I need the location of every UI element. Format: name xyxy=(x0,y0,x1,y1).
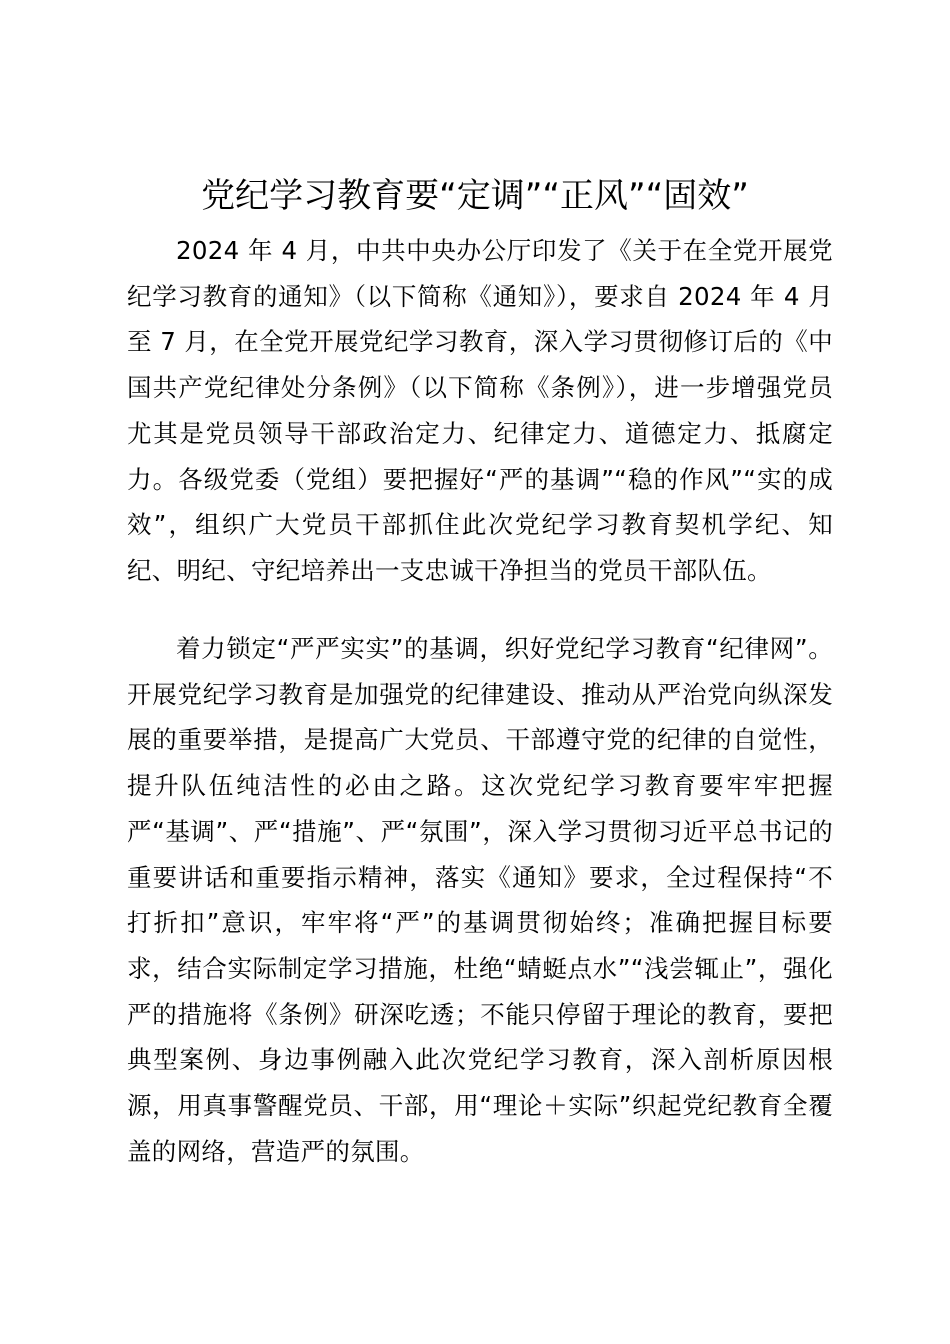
paragraph-2: 着力锁定“严严实实”的基调，织好党纪学习教育“纪律网”。开展党纪学习教育是加强党的纪律建设、推动从严治党向纵深发展的重要举措，是提高广大党员、干部遵守党的纪律的自觉性，提升队伍纯洁性的必由之路。这次党纪学习教育要牢牢把握严“基调”、严“措施”、严“氛围”，深入学习贯彻习近平总书记的重要讲话和重要指示精神，落实《通知》要求，全过程保持“不打折扣”意识，牢牢将“严”的基调贯彻始终；准确把握目标要求，结合实际制定学习措施，杜绝“蜻蜓点水”“浅尝辄止”，强化严的措施将《条例》研深吃透；不能只停留于理论的教育，要把典型案例、身边事例融入此次党纪学习教育，深入剖析原因根源，用真事警醒党员、干部，用“理论＋实际”织起党纪教育全覆盖的网络，营造严的氛围。 xyxy=(127,634,833,1166)
paragraph-1: 2024 年 4 月，中共中央办公厅印发了《关于在全党开展党纪学习教育的通知》（以下简称《通知》），要求自 2024 年 4 月至 7 月，在全党开展党纪学习教育，深入学习贯彻修订后的《中国共产党纪律处分条例》（以下简称《条例》），进一步增强党员尤其是党员领导干部政治定力、纪律定力、道德定力、抵腐定力。各级党委（党组）要把握好“严的基调”“稳的作风”“实的成效”，组织广大党员干部抓住此次党纪学习教育契机学纪、知纪、明纪、守纪培养出一支忠诚干净担当的党员干部队伍。 xyxy=(127,236,833,585)
document-title: 党纪学习教育要“定调”“正风”“固效” xyxy=(201,176,749,216)
